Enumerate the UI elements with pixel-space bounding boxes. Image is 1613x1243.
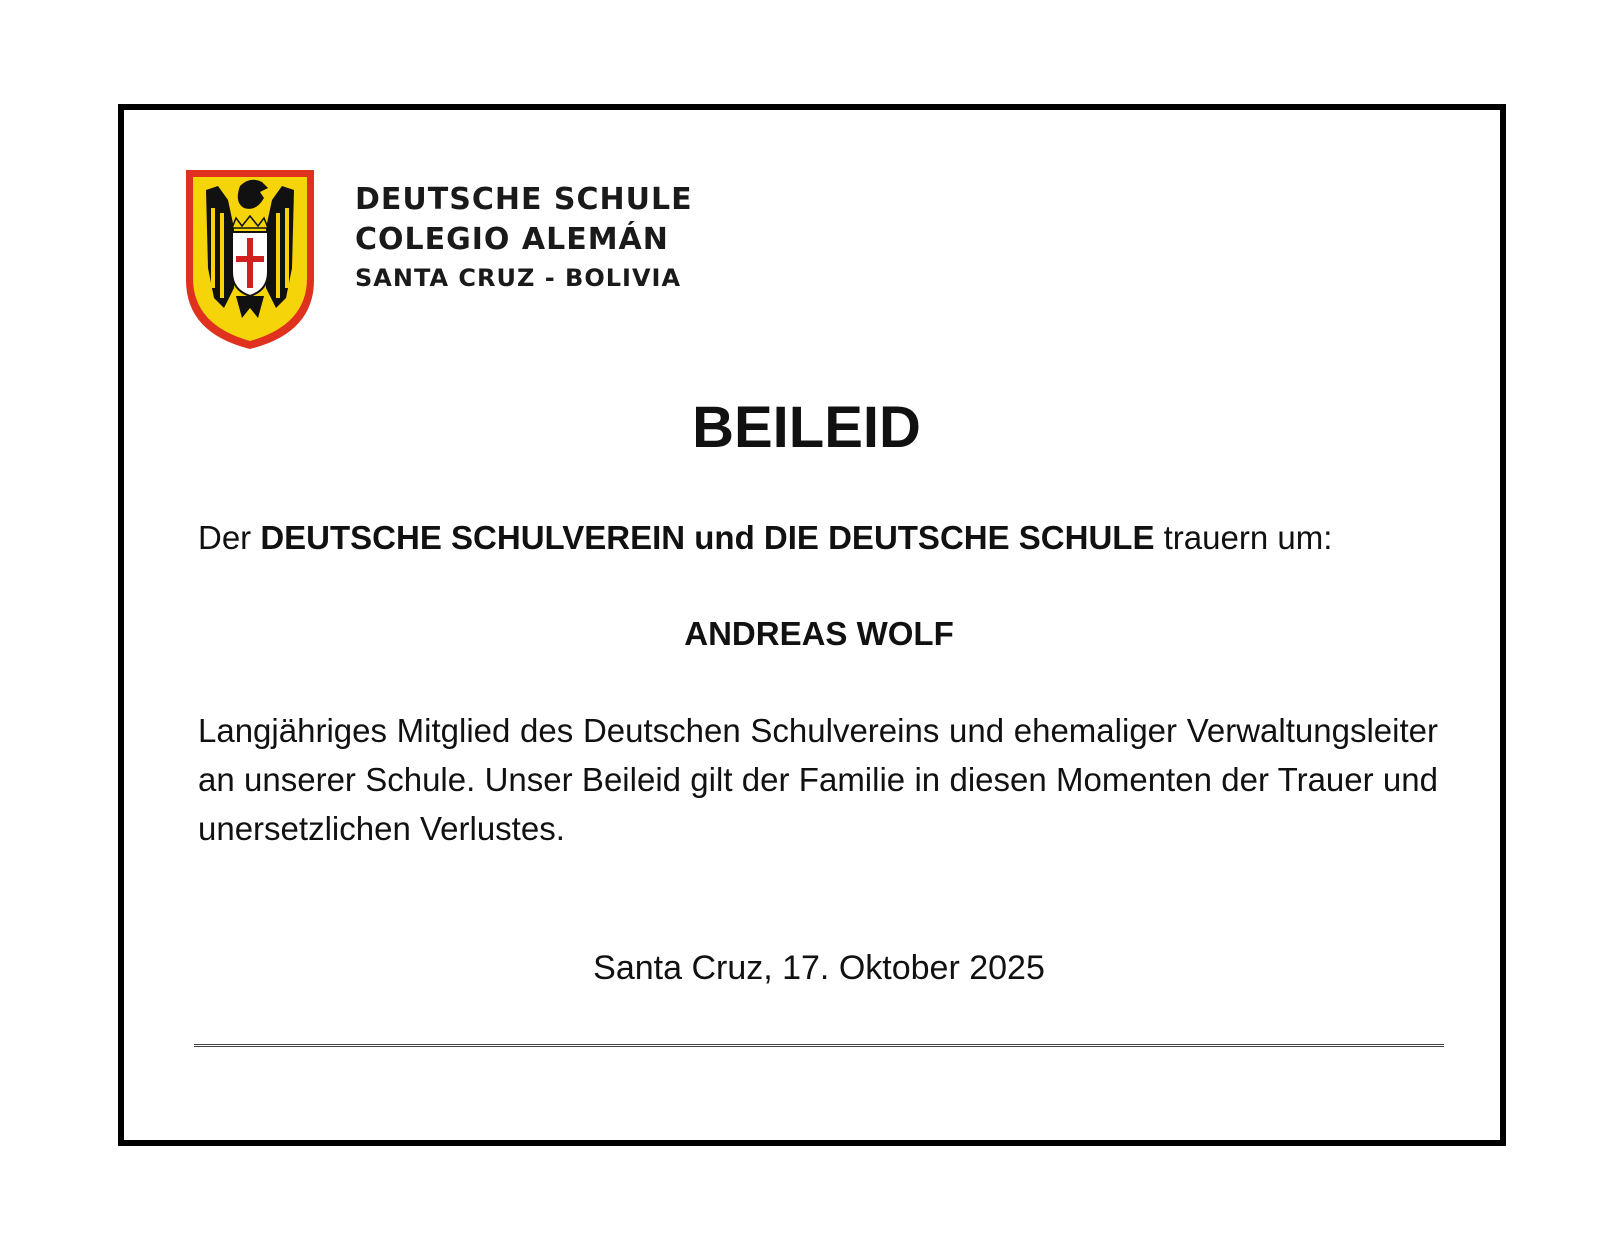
school-crest-icon	[184, 168, 316, 351]
notice-intro	[198, 516, 1332, 560]
deceased-name: ANDREAS WOLF	[684, 615, 954, 652]
school-name-block	[355, 180, 693, 296]
notice-body: Langjähriges Mitglied des Deutschen Schulvereins und ehemaliger Verwaltungsleiter an unserer Schule. Unser Beileid gilt der Familie in diesen Momenten der Trauer und unersetzlichen Verlustes.	[198, 712, 1438, 847]
intro-prefix: Der	[198, 519, 261, 556]
school-name-spanish: COLEGIO ALEMÁN	[355, 222, 669, 257]
divider-line	[194, 1044, 1444, 1047]
school-name-german: DEUTSCHE SCHULE	[355, 182, 693, 217]
place-and-date: Santa Cruz, 17. Oktober 2025	[593, 949, 1045, 987]
notice-title: BEILEID	[692, 395, 921, 460]
intro-suffix: trauern um:	[1154, 519, 1333, 556]
school-location: SANTA CRUZ - BOLIVIA	[355, 264, 682, 292]
intro-organizations: DEUTSCHE SCHULVEREIN und DIE DEUTSCHE SCHULE	[260, 519, 1155, 556]
